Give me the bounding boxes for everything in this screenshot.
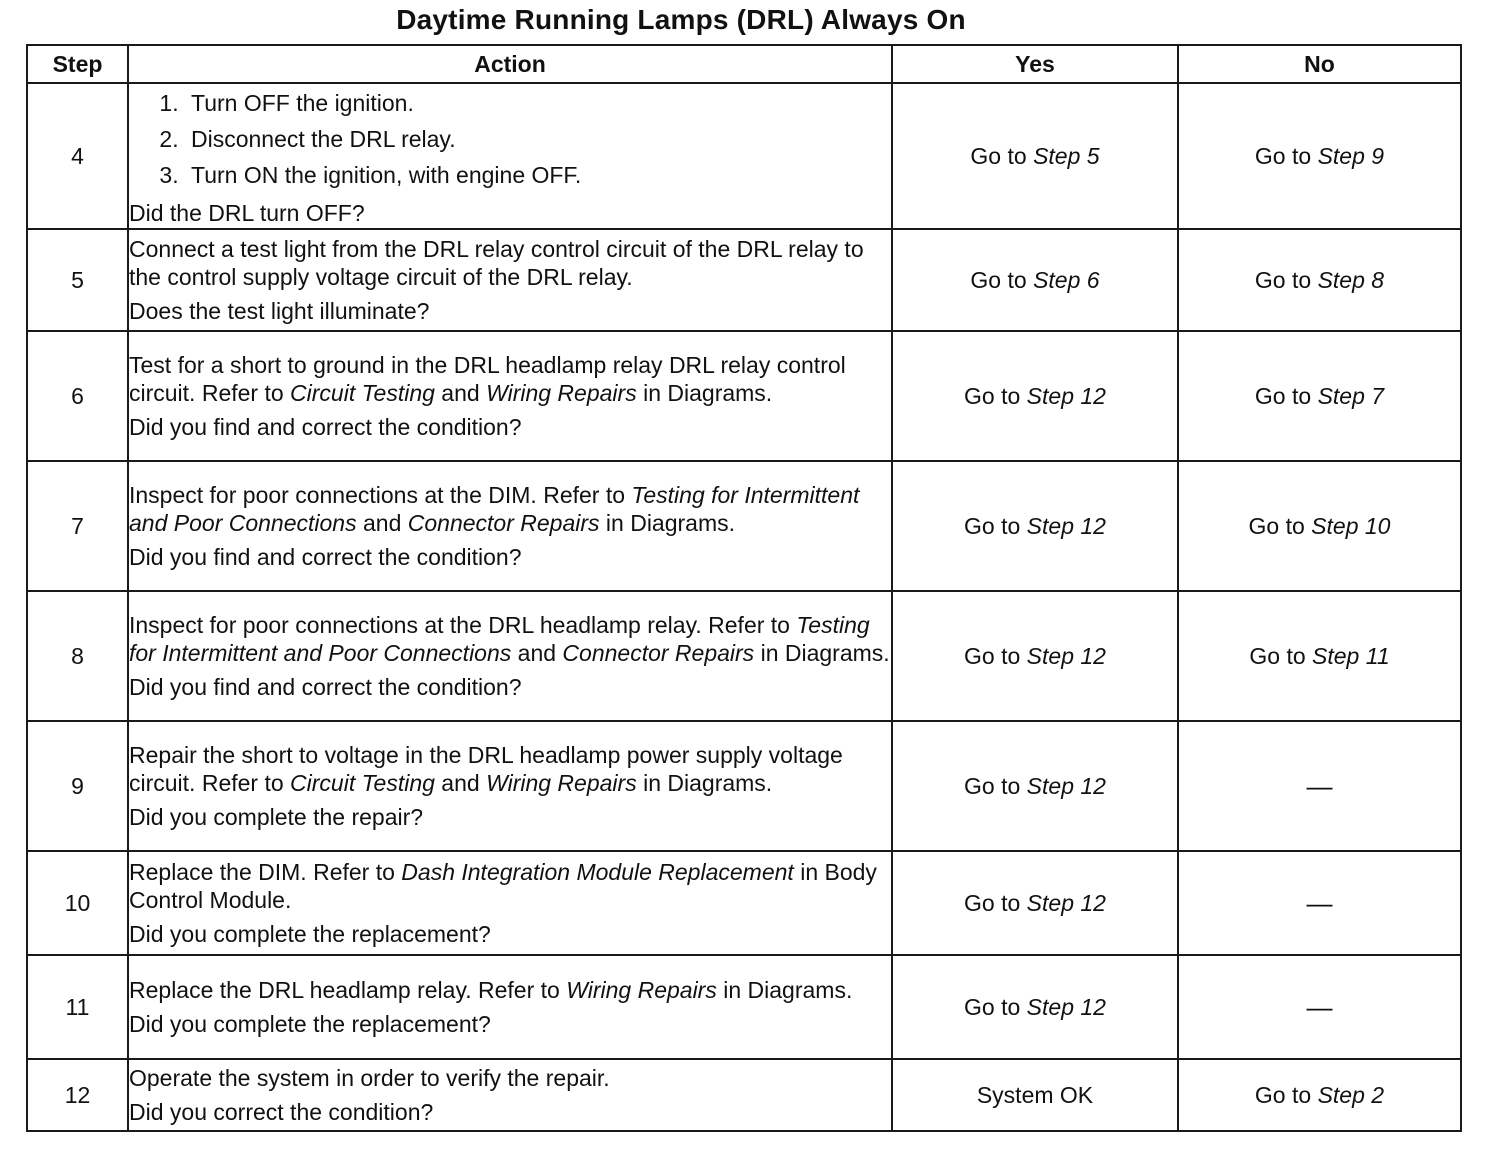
action-question: Did you find and correct the condition? (129, 674, 522, 700)
goto-step-link[interactable]: Step 7 (1317, 382, 1385, 409)
no-result-cell (1178, 1059, 1461, 1131)
instruction-text: in Diagrams. (636, 380, 773, 406)
action-instruction (129, 351, 891, 407)
step-number: 6 (27, 331, 128, 461)
reference-link: Testing for Intermittent and Poor Connections (129, 482, 860, 536)
goto-prefix: Go to (964, 889, 1027, 916)
action-cell (128, 851, 892, 955)
table-row (27, 83, 1461, 229)
step-number: 4 (27, 83, 128, 229)
reference-link: Testing for Intermittent and Poor Connections (129, 612, 870, 666)
reference-link: Connector Repairs (407, 510, 600, 536)
no-result-cell (1178, 461, 1461, 591)
goto-step-link[interactable]: Step 6 (1033, 266, 1100, 293)
action-instruction (129, 481, 891, 537)
yes-result-cell (892, 721, 1178, 851)
goto-prefix: Go to (964, 642, 1027, 669)
instruction-text: in Body Control Module. (129, 859, 877, 913)
action-step-item: 1. Turn OFF the ignition. (185, 85, 891, 121)
goto-prefix: Go to (1254, 382, 1318, 409)
yes-result-cell (892, 331, 1178, 461)
action-cell (128, 331, 892, 461)
table-row (27, 721, 1461, 851)
no-result-cell (1178, 955, 1461, 1059)
goto-step-link[interactable]: Step 12 (1026, 772, 1106, 799)
action-instruction (129, 741, 891, 797)
goto-step-link[interactable]: Step 12 (1026, 382, 1106, 409)
table-row (27, 229, 1461, 331)
goto-prefix: Go to (970, 142, 1034, 169)
table-row (27, 1059, 1461, 1131)
step-number: 9 (27, 721, 128, 851)
action-question: Did the DRL turn OFF? (129, 200, 365, 226)
goto-prefix: Go to (964, 772, 1027, 799)
instruction-text: Inspect for poor connections at the DRL headlamp relay. Refer to (129, 612, 797, 638)
step-number: 11 (27, 955, 128, 1059)
action-question: Did you complete the repair? (129, 804, 424, 830)
goto-step-link[interactable]: Step 12 (1026, 642, 1106, 669)
action-cell (128, 721, 892, 851)
action-cell (128, 461, 892, 591)
yes-result-cell (892, 955, 1178, 1059)
no-result-text: — (1306, 887, 1333, 918)
header-row (27, 45, 1461, 83)
goto-prefix: Go to (964, 512, 1027, 539)
instruction-text: Inspect for poor connections at the DIM. Refer to (129, 482, 632, 508)
instruction-text: in Diagrams. (754, 640, 890, 666)
goto-prefix: Go to (1249, 642, 1313, 669)
reference-link: Wiring Repairs (566, 977, 717, 1003)
table-row (27, 851, 1461, 955)
no-result-cell (1178, 851, 1461, 955)
action-cell (128, 591, 892, 721)
instruction-text: in Diagrams. (716, 977, 853, 1003)
header-no: No (1178, 45, 1461, 83)
instruction-text: in Diagrams. (636, 770, 773, 796)
reference-link: Wiring Repairs (486, 770, 637, 796)
no-result-cell (1178, 83, 1461, 229)
goto-step-link[interactable]: Step 2 (1317, 1081, 1385, 1108)
reference-link: Circuit Testing (290, 770, 435, 796)
instruction-text: Replace the DRL headlamp relay. Refer to (129, 977, 567, 1003)
goto-prefix: Go to (964, 993, 1027, 1020)
yes-result-cell (892, 229, 1178, 331)
reference-link: Dash Integration Module Replacement (401, 859, 794, 885)
goto-prefix: Go to (970, 266, 1034, 293)
goto-prefix: Go to (1254, 1081, 1318, 1108)
header-action: Action (128, 45, 892, 83)
table-row (27, 331, 1461, 461)
instruction-text: in Diagrams. (599, 510, 736, 536)
no-result-text: — (1306, 770, 1333, 801)
goto-step-link[interactable]: Step 12 (1026, 512, 1106, 539)
no-result-cell (1178, 721, 1461, 851)
goto-step-link[interactable]: Step 5 (1033, 142, 1100, 169)
yes-result-text: System OK (976, 1081, 1094, 1108)
action-question: Did you complete the replacement? (129, 921, 491, 947)
action-instruction (129, 611, 891, 667)
action-instruction (129, 976, 891, 1004)
goto-step-link[interactable]: Step 12 (1026, 993, 1106, 1020)
yes-result-cell (892, 851, 1178, 955)
reference-link: Wiring Repairs (486, 380, 637, 406)
no-result-cell (1178, 331, 1461, 461)
instruction-text: and (434, 380, 487, 406)
instruction-text: Operate the system in order to verify the repair. (129, 1065, 610, 1091)
goto-prefix: Go to (1248, 512, 1312, 539)
instruction-text: and (511, 640, 563, 666)
action-instruction (129, 235, 891, 291)
goto-step-link[interactable]: Step 8 (1317, 266, 1385, 293)
no-result-text: — (1306, 991, 1333, 1022)
diagnostic-table (26, 44, 1462, 1132)
action-question: Did you complete the replacement? (129, 1011, 491, 1037)
yes-result-cell (892, 591, 1178, 721)
table-row (27, 591, 1461, 721)
yes-result-cell (892, 83, 1178, 229)
table-body (27, 83, 1461, 1131)
instruction-text: and (356, 510, 408, 536)
no-result-cell (1178, 229, 1461, 331)
action-cell (128, 229, 892, 331)
table-row (27, 461, 1461, 591)
header-step: Step (27, 45, 128, 83)
action-cell (128, 83, 892, 229)
goto-step-link[interactable]: Step 9 (1317, 142, 1385, 169)
goto-prefix: Go to (1254, 266, 1318, 293)
action-step-item: 2. Disconnect the DRL relay. (185, 121, 891, 157)
action-instruction (129, 1064, 891, 1092)
action-question: Did you find and correct the condition? (129, 544, 522, 570)
action-instruction (129, 858, 891, 914)
action-steps-list (129, 85, 891, 193)
step-number: 7 (27, 461, 128, 591)
action-question: Did you find and correct the condition? (129, 414, 522, 440)
action-question: Does the test light illuminate? (129, 298, 430, 324)
page-title: Daytime Running Lamps (DRL) Always On (396, 4, 966, 35)
action-question: Did you correct the condition? (129, 1099, 434, 1125)
action-step-item: 3. Turn ON the ignition, with engine OFF. (185, 157, 891, 193)
instruction-text: and (434, 770, 487, 796)
goto-step-link[interactable]: Step 11 (1312, 642, 1390, 669)
yes-result-cell (892, 461, 1178, 591)
goto-prefix: Go to (964, 382, 1027, 409)
goto-step-link[interactable]: Step 10 (1311, 512, 1391, 539)
instruction-text: Replace the DIM. Refer to (129, 859, 402, 885)
instruction-text: Connect a test light from the DRL relay control circuit of the DRL relay to the control supply voltage circuit of the DRL relay. (129, 236, 864, 290)
no-result-cell (1178, 591, 1461, 721)
yes-result-cell (892, 1059, 1178, 1131)
reference-link: Connector Repairs (562, 640, 755, 666)
action-cell (128, 1059, 892, 1131)
step-number: 8 (27, 591, 128, 721)
step-number: 12 (27, 1059, 128, 1131)
reference-link: Circuit Testing (290, 380, 435, 406)
header-yes: Yes (892, 45, 1178, 83)
goto-prefix: Go to (1254, 142, 1318, 169)
goto-step-link[interactable]: Step 12 (1026, 889, 1106, 916)
step-number: 5 (27, 229, 128, 331)
action-cell (128, 955, 892, 1059)
instruction-text: Repair the short to voltage in the DRL headlamp power supply voltage circuit. Refer to (129, 742, 843, 796)
instruction-text: Test for a short to ground in the DRL headlamp relay DRL relay control circuit. Refer to (129, 352, 846, 406)
table-row (27, 955, 1461, 1059)
step-number: 10 (27, 851, 128, 955)
